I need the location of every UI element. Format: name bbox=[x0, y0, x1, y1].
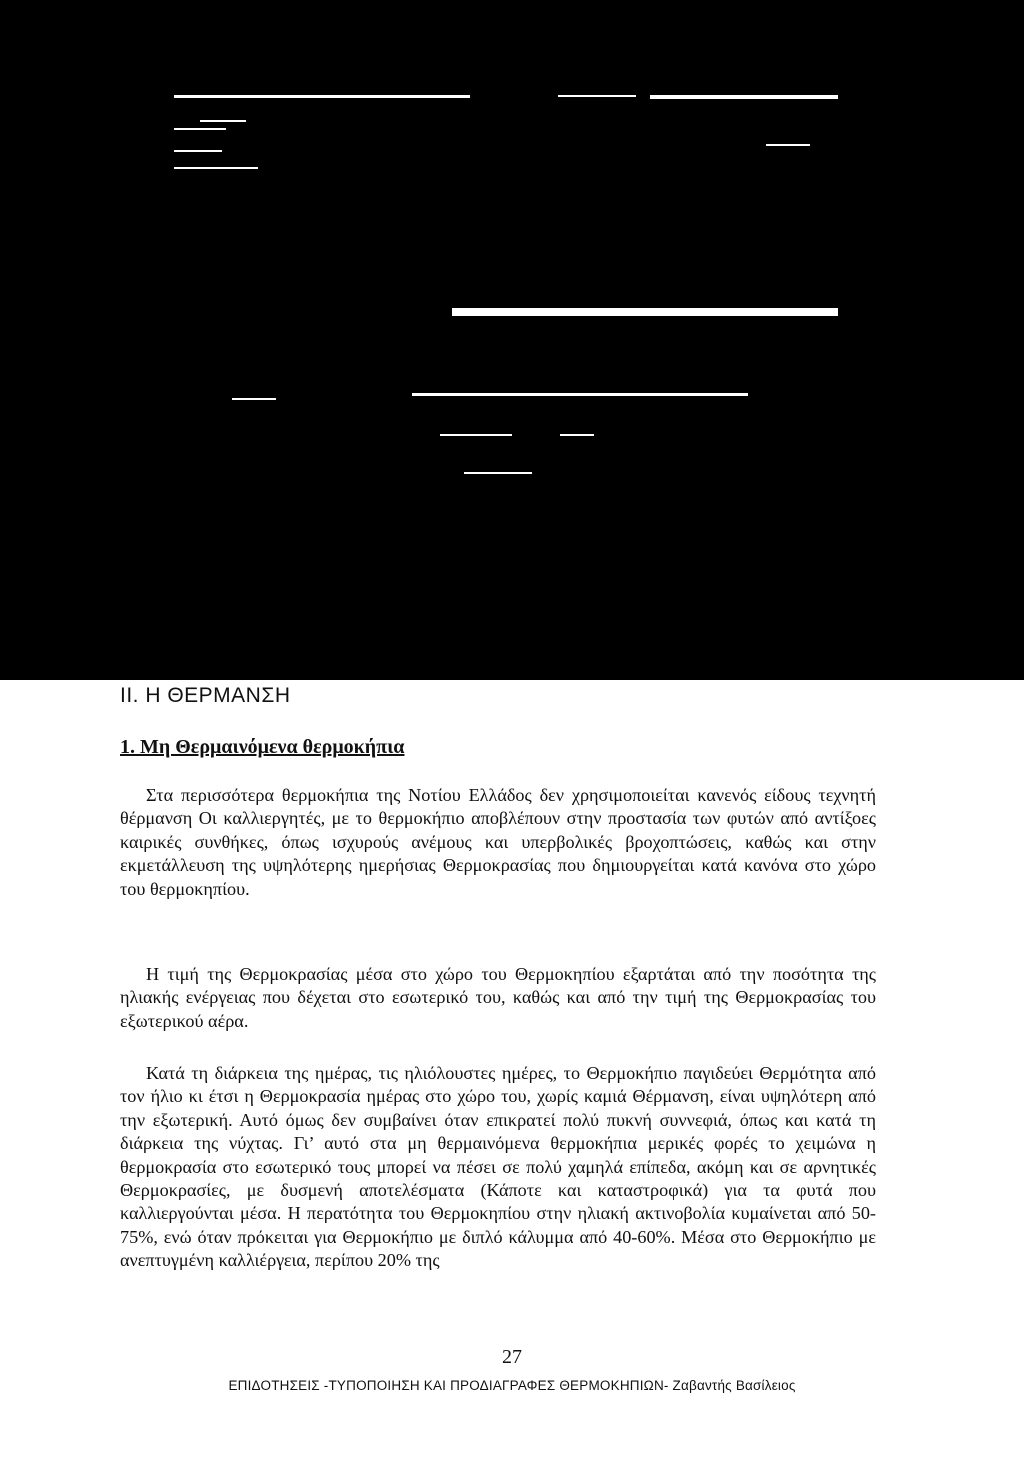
scan-artifact-line bbox=[766, 144, 810, 146]
paragraph-1: Στα περισσότερα θερμοκήπια της Νοτίου Ελλάδος δεν χρησιμοποιείται κανενός είδους τεχνητή θέρμανση Οι καλλιεργητές, με το θερμοκήπιο αποβλέπουν στην προστασία των φυτών από αντίξοες καιρικές συνθήκες, όπως ισχυρούς ανέμους και υπερβολικές βροχοπτώσεις, καθώς και στην εκμετάλλευση της υψηλότερης ημερήσιας Θερμοκρασίας που δημιουργείται κατά κανόνα στο χώρο του θερμοκηπίου. bbox=[120, 785, 876, 899]
scan-artifact-line bbox=[174, 150, 222, 152]
scan-artifact-line bbox=[560, 434, 594, 436]
scan-artifact-line bbox=[464, 472, 532, 474]
subsection-heading: 1. Μη Θερμαινόμενα θερμοκήπια bbox=[120, 736, 405, 758]
paragraph-3: Κατά τη διάρκεια της ημέρας, τις ηλιόλουστες ημέρες, το Θερμοκήπιο παγιδεύει Θερμότητα από τον ήλιο κι έτσι η Θερμοκρασία ημέρας στο χώρο του, χωρίς καμιά Θέρμανση, είναι υψηλότερη από την εξωτερική. Αυτό όμως δεν συμβαίνει όταν επικρατεί πολύ πυκνή συννεφιά, όπως και κατά τη διάρκεια της νύχτας. Γι’ αυτό στα μη θερμαινόμενα θερμοκήπια μερικές φορές το χειμώνα η θερμοκρασία στο εσωτερικό τους μπορεί να πέσει σε πολύ χαμηλά επίπεδα, ακόμη και σε αρνητικές Θερμοκρασίες, με δυσμενή αποτελέσματα (Κάποτε και καταστροφικά) για τα φυτά που καλλιεργούνται μέσα. Η περατότητα του Θερμοκηπίου στην ηλιακή ακτινοβολία κυμαίνεται από 50- 75%, ενώ όταν πρόκειται για Θερμοκήπιο με διπλό κάλυμμα από 40-60%. Μέσα στο Θερμοκήπιο με ανεπτυγμένη καλλιέργεια, περίπου 20% της bbox=[120, 1063, 876, 1271]
scan-artifact-line bbox=[452, 308, 838, 316]
scan-artifact-line bbox=[200, 120, 246, 122]
scan-artifact-line bbox=[558, 95, 636, 97]
scan-artifact-line bbox=[440, 434, 512, 436]
scan-artifact-line bbox=[650, 95, 838, 99]
redacted-black-region bbox=[0, 0, 1024, 680]
page-number: 27 bbox=[502, 1346, 522, 1368]
scan-artifact-line bbox=[174, 167, 258, 169]
paragraph-2: Η τιμή της Θερμοκρασίας μέσα στο χώρο του Θερμοκηπίου εξαρτάται από την ποσότητα της ηλιακής ενέργειας που δέχεται στο εσωτερικό του, καθώς και από την τιμή της Θερμοκρασίας του εξωτερικού αέρα. bbox=[120, 964, 876, 1031]
scan-artifact-line bbox=[232, 398, 276, 400]
scan-artifact-line bbox=[412, 393, 748, 396]
scan-artifact-line bbox=[174, 95, 470, 98]
scan-artifact-line bbox=[174, 128, 226, 130]
section-heading: II. Η ΘΕΡΜΑΝΣΗ bbox=[120, 684, 291, 707]
footer-text: ΕΠΙΔΟΤΗΣΕΙΣ -ΤΥΠΟΠΟΙΗΣΗ ΚΑΙ ΠΡΟΔΙΑΓΡΑΦΕΣ ΘΕΡΜΟΚΗΠΙΩΝ- Ζαβαντής Βασίλειος bbox=[228, 1378, 796, 1393]
